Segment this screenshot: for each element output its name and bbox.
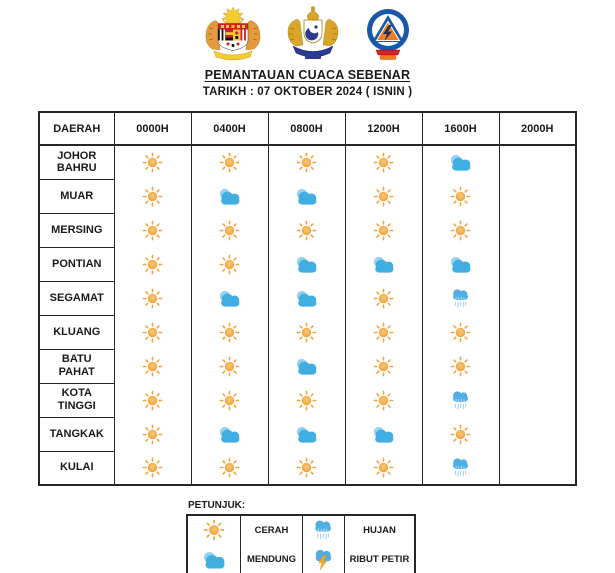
sun-icon xyxy=(219,457,240,478)
weather-cell-empty xyxy=(499,417,576,451)
weather-cell-sun xyxy=(345,145,422,179)
weather-cell-sun xyxy=(422,315,499,349)
weather-cell-sun xyxy=(191,349,268,383)
cloud-icon xyxy=(370,255,397,274)
weather-cell-sun xyxy=(345,281,422,315)
weather-cell-sun xyxy=(114,281,191,315)
sun-icon xyxy=(373,322,394,343)
weather-cell-sun xyxy=(191,247,268,281)
district-cell: KULAI xyxy=(39,451,114,485)
weather-cell-cloud xyxy=(268,349,345,383)
sun-icon xyxy=(142,390,163,411)
sun-icon xyxy=(450,322,471,343)
district-cell: BATU PAHAT xyxy=(39,349,114,383)
cloud-icon xyxy=(447,153,474,172)
column-header-time: 2000H xyxy=(499,112,576,145)
weather-cell-sun xyxy=(114,315,191,349)
sun-icon xyxy=(373,457,394,478)
table-row xyxy=(39,213,576,247)
weather-cell-sun xyxy=(191,315,268,349)
sun-icon xyxy=(373,390,394,411)
weather-cell-empty xyxy=(499,179,576,213)
weather-cell-sun xyxy=(191,451,268,485)
weather-cell-sun xyxy=(114,349,191,383)
header-logos xyxy=(0,0,615,62)
sun-icon xyxy=(142,322,163,343)
column-header-time: 0000H xyxy=(114,112,191,145)
weather-cell-cloud xyxy=(191,281,268,315)
sun-icon xyxy=(450,356,471,377)
civil-defence-logo xyxy=(361,6,415,62)
column-header-district: DAERAH xyxy=(39,112,114,145)
legend-sun-icon xyxy=(188,516,240,545)
table-row xyxy=(39,417,576,451)
weather-cell-sun xyxy=(114,383,191,417)
sun-icon xyxy=(203,519,225,541)
weather-cell-empty xyxy=(499,315,576,349)
sun-icon xyxy=(219,356,240,377)
weather-cell-sun xyxy=(114,145,191,179)
weather-cell-rain xyxy=(422,383,499,417)
cloud-icon xyxy=(216,187,243,206)
weather-cell-cloud xyxy=(345,247,422,281)
weather-cell-sun xyxy=(114,451,191,485)
cloud-icon xyxy=(293,425,320,444)
district-cell: JOHOR BAHRU xyxy=(39,145,114,179)
sun-icon xyxy=(142,356,163,377)
weather-cell-cloud xyxy=(268,179,345,213)
weather-table xyxy=(38,111,577,486)
weather-cell-sun xyxy=(345,451,422,485)
weather-cell-sun xyxy=(422,179,499,213)
weather-cell-cloud xyxy=(422,247,499,281)
district-cell: MUAR xyxy=(39,179,114,213)
table-row xyxy=(39,349,576,383)
weather-cell-sun xyxy=(345,383,422,417)
weather-cell-cloud xyxy=(268,247,345,281)
weather-cell-empty xyxy=(499,281,576,315)
legend-item-label: MENDUNG xyxy=(240,545,302,573)
cloud-icon xyxy=(293,255,320,274)
weather-cell-empty xyxy=(499,247,576,281)
cloud-icon xyxy=(293,357,320,376)
column-header-time: 1200H xyxy=(345,112,422,145)
legend-table xyxy=(186,514,416,573)
weather-cell-rain xyxy=(422,451,499,485)
weather-cell-sun xyxy=(422,417,499,451)
table-row xyxy=(39,145,576,179)
rain-icon xyxy=(311,518,335,542)
district-cell: PONTIAN xyxy=(39,247,114,281)
district-cell: SEGAMAT xyxy=(39,281,114,315)
sun-icon xyxy=(296,322,317,343)
weather-cell-cloud xyxy=(345,417,422,451)
sun-icon xyxy=(373,186,394,207)
district-cell: MERSING xyxy=(39,213,114,247)
weather-cell-sun xyxy=(191,213,268,247)
legend-item-label: CERAH xyxy=(240,516,302,545)
table-row xyxy=(39,281,576,315)
sun-icon xyxy=(219,220,240,241)
weather-cell-sun xyxy=(345,349,422,383)
malaysia-coat-of-arms-logo xyxy=(201,6,265,62)
sun-icon xyxy=(450,186,471,207)
sun-icon xyxy=(142,186,163,207)
weather-cell-empty xyxy=(499,349,576,383)
sun-icon xyxy=(142,152,163,173)
weather-cell-empty xyxy=(499,383,576,417)
legend-item-label: RIBUT PETIR xyxy=(344,545,414,573)
weather-cell-sun xyxy=(268,315,345,349)
district-cell: KLUANG xyxy=(39,315,114,349)
weather-cell-cloud xyxy=(268,417,345,451)
sun-icon xyxy=(296,220,317,241)
sun-icon xyxy=(219,390,240,411)
weather-cell-sun xyxy=(268,213,345,247)
district-cell: KOTA TINGGI xyxy=(39,383,114,417)
title-block xyxy=(0,68,615,98)
rain-icon xyxy=(449,389,472,412)
sun-icon xyxy=(219,254,240,275)
cloud-icon xyxy=(216,425,243,444)
cloud-icon xyxy=(216,289,243,308)
weather-cell-empty xyxy=(499,451,576,485)
sun-icon xyxy=(450,220,471,241)
page-title: PEMANTAUAN CUACA SEBENAR xyxy=(204,68,411,82)
table-row xyxy=(39,383,576,417)
weather-table-header-row xyxy=(39,112,576,145)
sun-icon xyxy=(373,356,394,377)
weather-cell-sun xyxy=(268,145,345,179)
legend-title: PETUNJUK: xyxy=(188,500,246,511)
weather-cell-cloud xyxy=(268,281,345,315)
weather-cell-sun xyxy=(268,383,345,417)
weather-cell-empty xyxy=(499,145,576,179)
district-cell: TANGKAK xyxy=(39,417,114,451)
date-line: TARIKH : 07 OKTOBER 2024 ( ISNIN ) xyxy=(202,86,413,98)
sun-icon xyxy=(142,220,163,241)
sun-icon xyxy=(142,424,163,445)
weather-cell-sun xyxy=(114,247,191,281)
sun-icon xyxy=(296,457,317,478)
sun-icon xyxy=(142,288,163,309)
legend xyxy=(186,500,416,573)
weather-cell-cloud xyxy=(191,179,268,213)
weather-cell-sun xyxy=(191,145,268,179)
legend-rain-icon xyxy=(302,516,344,545)
table-row xyxy=(39,451,576,485)
weather-cell-sun xyxy=(422,349,499,383)
johor-coat-of-arms-logo xyxy=(281,6,345,62)
weather-cell-empty xyxy=(499,213,576,247)
table-row xyxy=(39,247,576,281)
cloud-icon xyxy=(370,425,397,444)
weather-cell-rain xyxy=(422,281,499,315)
sun-icon xyxy=(296,152,317,173)
weather-cell-sun xyxy=(114,213,191,247)
legend-thunderstorm-icon xyxy=(302,545,344,573)
legend-item-label: HUJAN xyxy=(344,516,414,545)
cloud-icon xyxy=(293,289,320,308)
weather-cell-cloud xyxy=(422,145,499,179)
sun-icon xyxy=(450,424,471,445)
weather-cell-sun xyxy=(345,315,422,349)
weather-cell-sun xyxy=(345,213,422,247)
weather-cell-sun xyxy=(191,383,268,417)
weather-table-body xyxy=(39,145,576,485)
table-row xyxy=(39,315,576,349)
table-row xyxy=(39,179,576,213)
sun-icon xyxy=(373,220,394,241)
column-header-time: 0800H xyxy=(268,112,345,145)
rain-icon xyxy=(449,456,472,479)
cloud-icon xyxy=(447,255,474,274)
sun-icon xyxy=(142,457,163,478)
column-header-time: 0400H xyxy=(191,112,268,145)
cloud-icon xyxy=(293,187,320,206)
sun-icon xyxy=(219,152,240,173)
weather-cell-sun xyxy=(422,213,499,247)
column-header-time: 1600H xyxy=(422,112,499,145)
sun-icon xyxy=(373,152,394,173)
rain-icon xyxy=(449,287,472,310)
cloud-icon xyxy=(200,550,228,570)
legend-cloud-icon xyxy=(188,545,240,573)
weather-cell-sun xyxy=(268,451,345,485)
weather-cell-sun xyxy=(114,417,191,451)
sun-icon xyxy=(373,288,394,309)
weather-cell-sun xyxy=(114,179,191,213)
sun-icon xyxy=(296,390,317,411)
sun-icon xyxy=(219,322,240,343)
sun-icon xyxy=(142,254,163,275)
thunderstorm-icon xyxy=(312,547,334,571)
weather-cell-cloud xyxy=(191,417,268,451)
weather-cell-sun xyxy=(345,179,422,213)
